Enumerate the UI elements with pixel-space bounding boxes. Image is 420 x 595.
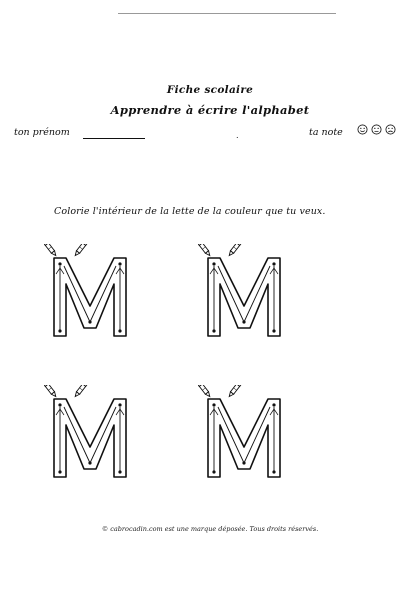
smiley-sad-icon[interactable] [385, 124, 396, 135]
worksheet-label: Fiche scolaire [166, 84, 254, 96]
instruction-text: Colorie l'intérieur de la lette de la couleur que tu veux. [54, 206, 326, 217]
name-label: ton prénom [14, 127, 70, 138]
top-divider-line [118, 13, 336, 14]
smiley-happy-icon[interactable] [357, 124, 368, 135]
letter-m-tracing-1[interactable] [44, 244, 136, 344]
letter-m-tracing-4[interactable] [198, 385, 290, 485]
copyright-footer: © cabrocadin.com est une marque déposée. Tous droits réservés. [101, 525, 319, 533]
worksheet-title: Apprendre à écrire l'alphabet [110, 103, 310, 117]
smiley-neutral-icon[interactable] [371, 124, 382, 135]
separator-dot: . [236, 131, 239, 140]
grade-smileys [357, 124, 396, 135]
letter-m-tracing-3[interactable] [44, 385, 136, 485]
letter-m-tracing-2[interactable] [198, 244, 290, 344]
grade-label: ta note [309, 127, 343, 138]
name-field-line[interactable] [83, 138, 145, 139]
